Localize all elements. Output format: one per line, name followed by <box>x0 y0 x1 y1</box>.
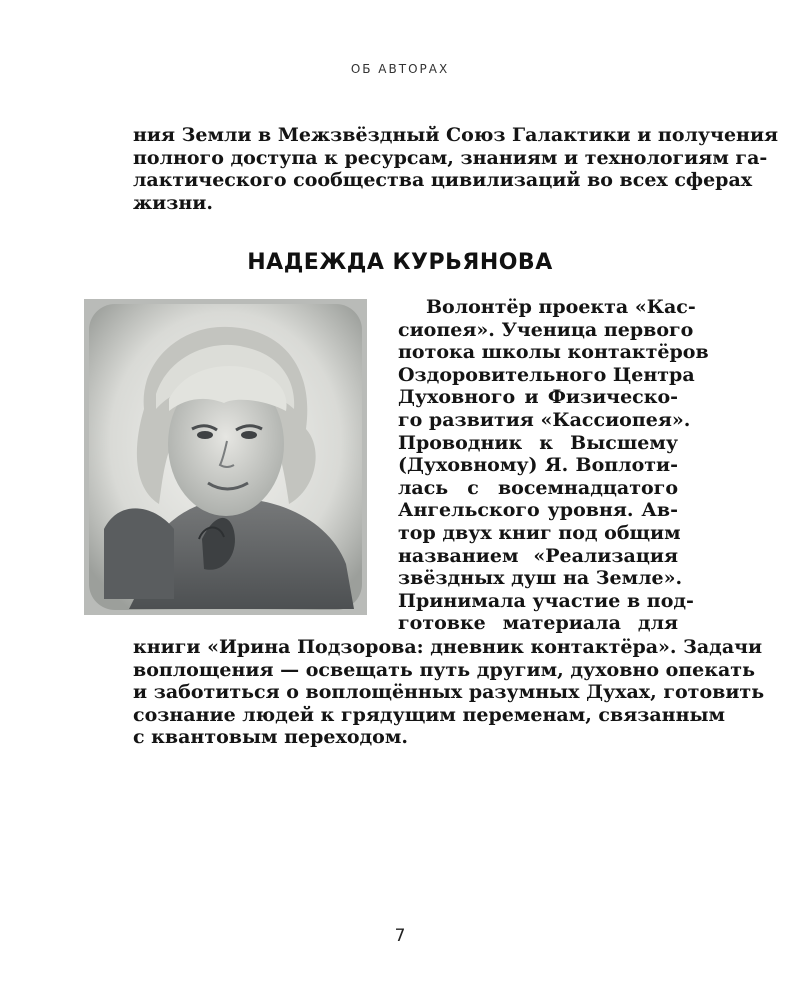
intro-line: лактического сообщества цивилизаций во всех сферах <box>133 169 753 192</box>
bio-line: Оздоровительного Центра <box>398 363 695 386</box>
intro-paragraph <box>133 124 779 214</box>
bio-paragraph-side <box>398 296 709 635</box>
bio-line: го развития «Кассиопея». <box>398 408 691 431</box>
bio-line: готовке материала для <box>398 612 678 635</box>
bio-line: Проводник к Высшему <box>398 431 678 454</box>
bio-line: с квантовым переходом. <box>133 726 408 749</box>
bio-line: воплощения — освещать путь другим, духовно опекать <box>133 658 755 681</box>
bio-line: Принимала участие в под- <box>398 589 694 612</box>
author-portrait <box>84 299 367 615</box>
bio-line: названием «Реализация <box>398 544 678 567</box>
intro-line: жизни. <box>133 191 214 214</box>
bio-line: сиопея». Ученица первого <box>398 318 694 341</box>
page-number: 7 <box>394 926 406 946</box>
intro-line: полного доступа к ресурсам, знаниям и технологиям га- <box>133 146 768 169</box>
intro-line: ния Земли в Межзвёздный Союз Галактики и получения <box>133 124 779 146</box>
bio-line: звёздных душ на Земле». <box>398 567 683 590</box>
running-header: ОБ АВТОРАХ <box>350 62 450 76</box>
bio-paragraph-full <box>133 636 765 749</box>
bio-line: лась с восемнадцатого <box>398 476 678 499</box>
bio-line: тор двух книг под общим <box>398 521 681 544</box>
bio-line: сознание людей к грядущим переменам, связанным <box>133 703 726 726</box>
bio-line: Духовного и Физическо- <box>398 386 678 409</box>
bio-line: потока школы контактёров <box>398 341 709 364</box>
section-title: НАДЕЖДА КУРЬЯНОВА <box>247 250 553 275</box>
bio-line: и заботиться о воплощённых разумных Духах, готовить <box>133 681 765 704</box>
bio-line: (Духовному) Я. Воплоти- <box>398 454 678 477</box>
bio-line: Ангельского уровня. Ав- <box>398 499 678 522</box>
bio-line: Волонтёр проекта «Кас- <box>426 296 696 318</box>
bio-line: книги «Ирина Подзорова: дневник контактёра». Задачи <box>133 636 763 658</box>
